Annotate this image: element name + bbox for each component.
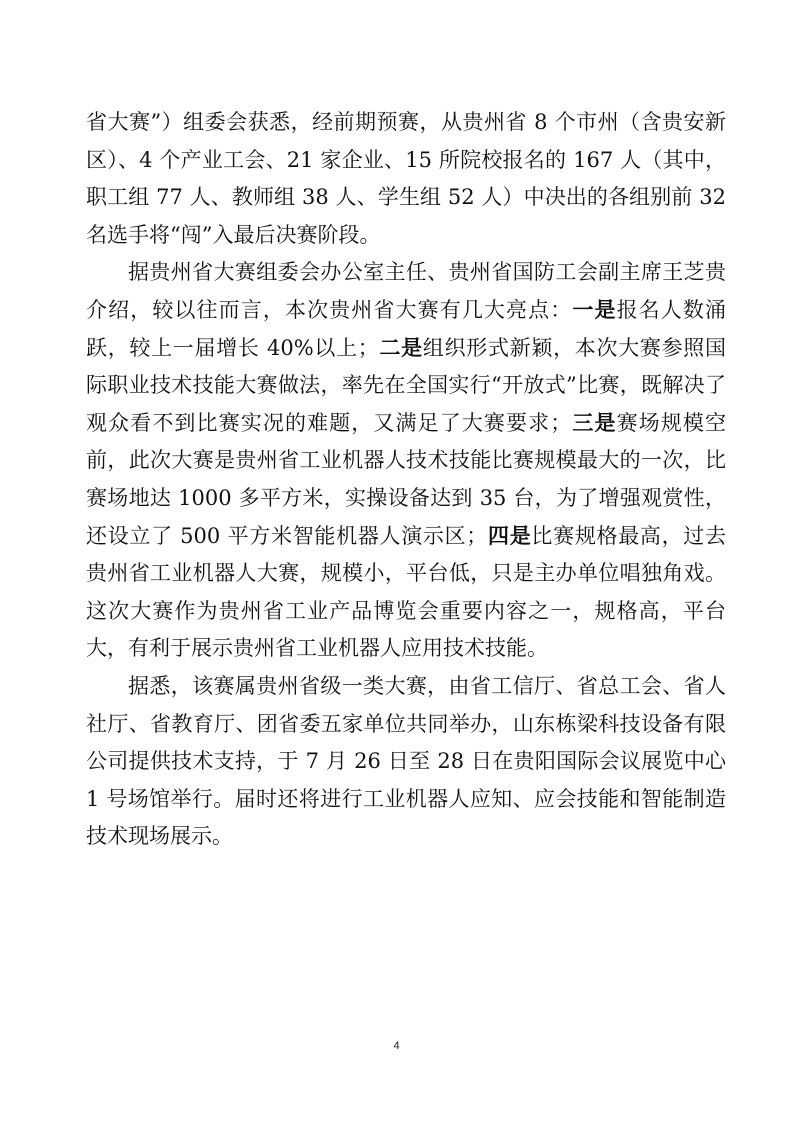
highlight-4-text: 比赛规格最高，过去贵州省工业机器人大赛，规模小，平台低，只是主办单位唱独角戏。这次大赛作为贵州省工业产品博览会重要内容之一，规格高，平台大，有利于展示贵州省工业机器人应用技术技能。	[86, 523, 727, 661]
highlight-3-text: 赛场规模空前，此次大赛是贵州省工业机器人技术技能比赛规模最大的一次，比赛场地达 1000 多平方米，实操设备达到 35 台，为了增强观赏性，还设立了 500 平方米智能机器人演示区；	[86, 410, 727, 548]
paragraph-continuation: 省大赛”）组委会获悉，经前期预赛，从贵州省 8 个市州（含贵安新区）、4 个产业工会、21 家企业、15 所院校报名的 167 人（其中，职工组 77 人、教师组 38 人、学生组 52 人）中决出的各组别前 32 名选手将“闯”入最后决赛阶段。	[86, 110, 726, 247]
highlight-1-text: 报名人数涌跃，较上一届增长 40%以上；	[86, 297, 727, 360]
paragraph-highlights	[86, 254, 726, 668]
highlight-3-label: 三是	[571, 410, 617, 435]
highlight-2-text: 组织形式新颖，本次大赛参照国际职业技术技能大赛做法，率先在全国实行“开放式”比赛，既解决了观众看不到比赛实况的难题，又满足了大赛要求；	[86, 335, 727, 435]
paragraph-organizers: 据悉，该赛属贵州省级一类大赛，由省工信厅、省总工会、省人社厅、省教育厅、团省委五家单位共同举办，山东栋梁科技设备有限公司提供技术支持，于 7 月 26 日至 28 日在贵阳国际会议展览中心 1 号场馆举行。届时还将进行工业机器人应知、应会技能和智能制造技术现场展示。	[86, 673, 726, 849]
highlight-1-label: 一是	[572, 297, 617, 322]
highlight-2-label: 二是	[378, 335, 423, 360]
body-text	[86, 104, 726, 856]
highlight-4-label: 四是	[487, 523, 532, 548]
highlights-intro: 据贵州省大赛组委会办公室主任、贵州省国防工会副主席王芝贵介绍，较以往而言，本次贵州省大赛有几大亮点：	[86, 260, 726, 322]
page-number: 4	[393, 1040, 400, 1052]
